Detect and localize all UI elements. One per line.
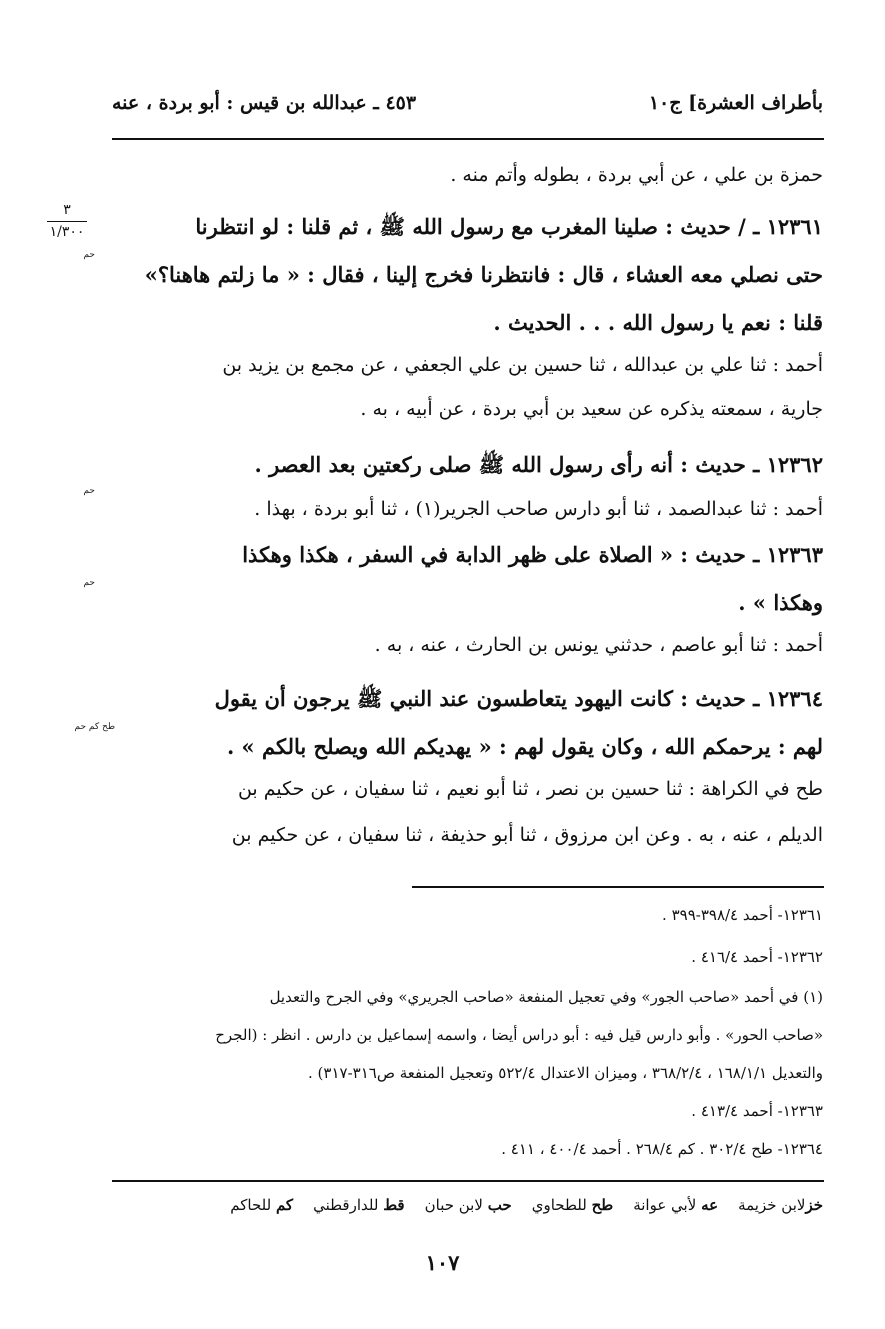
hadith-12363-heading: ١٢٣٦٣ ـ حديث : « الصلاة على ظهر الدابة في السفر ، هكذا وهكذا: [242, 542, 823, 567]
abbreviation-item: طح للطحاوي: [531, 1196, 614, 1214]
isnad-line: الديلم ، عنه ، به . وعن ابن مرزوق ، ثنا أبو حذيفة ، ثنا سفيان ، عن حكيم بن: [231, 824, 823, 846]
hadith-12362-heading: ١٢٣٦٢ ـ حديث : أنه رأى رسول الله ﷺ صلى ركعتين بعد العصر .: [254, 452, 823, 477]
hadith-12364-heading: ١٢٣٦٤ ـ حديث : كانت اليهود يتعاطسون عند النبي ﷺ يرجون أن يقول: [214, 686, 823, 711]
margin-mark: طح كم حم: [74, 722, 115, 732]
abbreviation-item: خزلابن خزيمة: [738, 1196, 823, 1214]
abbreviation-item: عه لأبي عوانة: [633, 1196, 719, 1214]
text-line: وهكذا » .: [738, 590, 823, 615]
footnote-line: ١٢٣٦١- أحمد ٣٩٨/٤-٣٩٩ .: [662, 906, 823, 924]
margin-note-divider: [47, 221, 87, 222]
footnote-line: والتعديل ١٦٨/١/١ ، ٣٦٨/٢/٤ ، وميزان الاعتدال ٥٢٢/٤ وتعجيل المنفعة ص٣١٦-٣١٧) .: [308, 1064, 823, 1082]
abbreviation-key: [230, 1196, 823, 1214]
margin-mark: حم: [83, 486, 95, 496]
margin-note-top: ٣: [63, 202, 71, 218]
isnad-line: أحمد : ثنا أبو عاصم ، حدثني يونس بن الحارث ، عنه ، به .: [374, 634, 823, 656]
text-line: حمزة بن علي ، عن أبي بردة ، بطوله وأتم منه .: [450, 164, 823, 186]
footnote-line: ١٢٣٦٤- طح ٣٠٢/٤ . كم ٢٦٨/٤ . أحمد ٤٠٠/٤ ، ٤١١ .: [501, 1140, 823, 1158]
abbreviation-item: كم للحاكم: [230, 1196, 294, 1214]
isnad-line: طح في الكراهة : ثنا حسين بن نصر ، ثنا أبو نعيم ، ثنا سفيان ، عن حكيم بن: [237, 778, 823, 800]
isnad-line: أحمد : ثنا علي بن عبدالله ، ثنا حسين بن علي الجعفي ، عن مجمع بن يزيد بن: [222, 354, 823, 376]
text-line: لهم : يرحمكم الله ، وكان يقول لهم : « يهديكم الله ويصلح بالكم » .: [226, 734, 823, 759]
margin-mark: حم: [83, 250, 95, 260]
abbreviation-item: قط للدارقطني: [313, 1196, 405, 1214]
page-number: ١٠٧: [425, 1250, 460, 1275]
isnad-line: جارية ، سمعته يذكره عن سعيد بن أبي بردة ، عن أبيه ، به .: [360, 398, 823, 420]
margin-note-bottom: ١/٣٠٠: [49, 224, 85, 240]
margin-volume-note: [44, 202, 90, 241]
text-line: قلنا : نعم يا رسول الله . . . الحديث .: [493, 310, 823, 335]
running-head-title: ٤٥٣ ـ عبدالله بن قيس : أبو بردة ، عنه: [112, 92, 417, 114]
isnad-line: أحمد : ثنا عبدالصمد ، ثنا أبو دارس صاحب الجرير(١) ، ثنا أبو بردة ، بهذا .: [254, 498, 823, 520]
text-line: حتى نصلي معه العشاء ، قال : فانتظرنا فخرج إلينا ، فقال : « ما زلتم هاهنا؟»: [144, 262, 823, 287]
hadith-12361-heading: ١٢٣٦١ ـ / حديث : صلينا المغرب مع رسول الله ﷺ ، ثم قلنا : لو انتظرنا: [195, 214, 823, 239]
footnote-line: ١٢٣٦٣- أحمد ٤١٣/٤ .: [691, 1102, 823, 1120]
footnote-line: ١٢٣٦٢- أحمد ٤١٦/٤ .: [691, 948, 823, 966]
footnote-line: (١) في أحمد «صاحب الجور» وفي تعجيل المنفعة «صاحب الجريري» وفي الجرح والتعديل: [269, 988, 823, 1006]
abbreviation-item: حب لابن حبان: [424, 1196, 512, 1214]
margin-mark: حم: [83, 578, 95, 588]
running-head-volume: بأطراف العشرة] ج١٠: [648, 92, 823, 114]
footer-rule: [112, 1180, 824, 1182]
footnote-line: «صاحب الحور» . وأبو دارس قيل فيه : أبو دراس أيضا ، واسمه إسماعيل بن دارس . انظر : (الجرح: [215, 1026, 823, 1044]
header-rule: [112, 138, 824, 140]
footnote-rule: [412, 886, 824, 888]
